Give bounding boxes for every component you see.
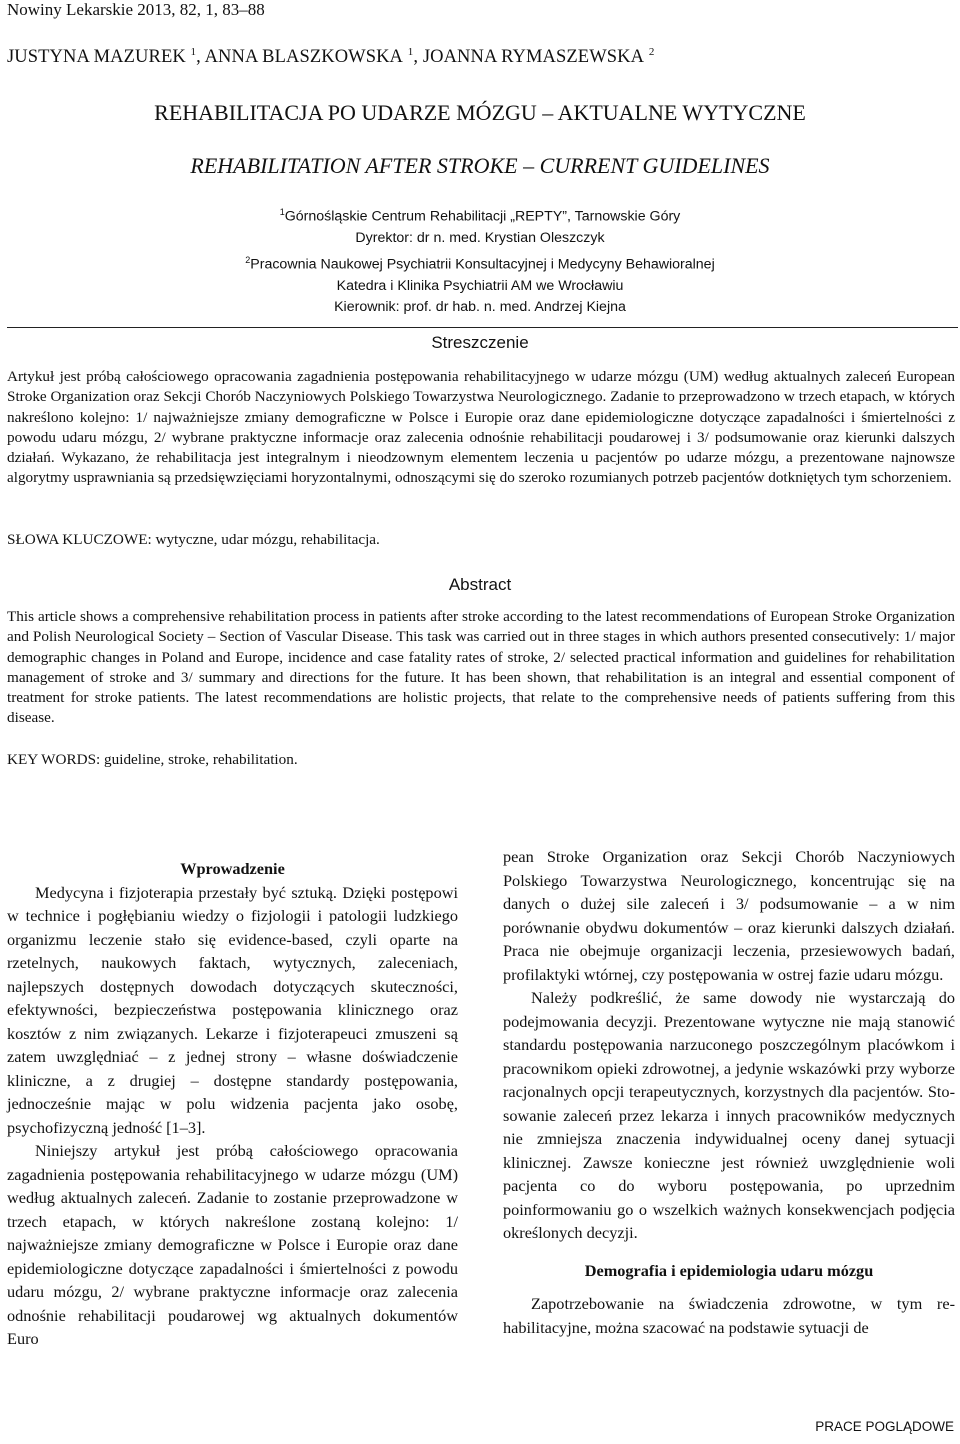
demografia-heading: Demografia i epidemiologia udaru mózgu: [584, 1260, 874, 1280]
affiliations: [0, 202, 960, 319]
right-column: [503, 845, 955, 1339]
affiliation-1: [0, 202, 960, 228]
streszczenie-text: Artykuł jest próbą całościowego opracowania zagadnienia postępowania rehabilitacyjnego w udarze mózgu (UM) według aktualnych zaleceń European Stroke Organization oraz Sekcji Chorób Naczyniowych Polskiego Towarzystwa Neurologicznego. Zadanie to przeprowadzono w trzech etapach, w których nakreślono kolejno: 1/ najważniejsze zmiany demograficzne w Polsce i Europie oraz dane epidemiologiczne dotyczące zapadalności i śmiertelności z powodu udaru mózgu, 2/ wybrane praktyczne informacje oraz zalecenia odnośnie rehabilitacji poudarowej i 3/ podsumowanie oraz kierunki dalszych działań. Wykazano, że rehabilitacja jest integralnym i nieodzownym elementem leczenia u pacjentów po udarze mózgu, a prezentowane najnowsze algorytmy usprawniania są przedsięwzięciami horyzontalnymi, odnoszącymi się do szeroko rozumianych potrzeb pacjentów dotkniętych tym schorzeniem.: [7, 368, 955, 487]
right-paragraph-1: pean Stroke Organization oraz Sekcji Chorób Naczyniowych Polskiego Towarzystwa Neurologicznego, koncentrując się na danych o dużej sile zaleceń i 3/ podsumowanie – a w nim porównanie obydwu dokumentów – oraz kierunki dalszych działań. Praca nie obejmuje organizacji leczenia, przesiewowych badań, profilaktyki wtórnej, czy postępowania w ostrej fazie udaru mózgu.: [503, 847, 955, 984]
affiliation-marker: 2: [648, 46, 655, 58]
right-paragraph-3: Zapotrzebowanie na świadczenia zdrowotne, w tym rehabilitacyjne, można szacować na podstawie sytuacji de: [503, 1294, 955, 1337]
horizontal-divider: [7, 327, 958, 328]
author-name: JOANNA RYMASZEWSKA: [422, 47, 645, 68]
abstract-text: This article shows a comprehensive rehabilitation process in patients after stroke according to the latest recommendations of European Stroke Organization and Polish Neurological Society – Section of Vascular Disease. This task was carried out in three stages in which authors presented consecutively: 1/ major demographic changes in Poland and Europe, incidence and case fatality rates of stroke, 2/ selected practical information and guidelines for rehabilitation management of stroke and 3/ summary and directions for the future. It has been shown, that rehabilitation is an integral and essential component of treatment for stroke patients. The latest recommendations are holistic projects, that relate to the comprehensive needs of patients suffering from this disease.: [7, 608, 955, 727]
affiliation-marker: 2: [245, 254, 251, 265]
intro-paragraph-1: Medycyna i fizjoterapia przestały być sztuką. Dzięki postępowi w technice i pogłębianiu wiedzy o fizjologii i patologii ludzkiego organizmu leczenie stało się evidence-based, czyli oparte na rzetelnych, naukowych faktach, wytycznych, zaleceniach, najlepszych dostępnych dowodach dotyczących skuteczności, efektywności, bezpieczeństwa postępowania klinicznego oraz kosztów z nim związanych. Lekarze i fizjoterapeuci zmuszeni są zatem uwzględniać – z jednej strony – własne doświadczenie kliniczne, a z drugiej – dostępne standardy postępowania, jednocześnie mając w polu widzenia pacjenta jako osobę, psychofizyczną jedność [1–3].: [7, 882, 458, 1137]
streszczenie-heading: Streszczenie: [431, 333, 529, 352]
author-name: JUSTYNA MAZUREK: [7, 47, 186, 68]
author-name: ANNA BLASZKOWSKA: [204, 47, 404, 68]
journal-reference: Nowiny Lekarskie 2013, 82, 1, 83–88: [7, 0, 265, 19]
affiliation-marker: 1: [407, 46, 414, 58]
key-words: KEY WORDS: guideline, stroke, rehabilitation.: [7, 751, 298, 768]
slowa-kluczowe: SŁOWA KLUCZOWE: wytyczne, udar mózgu, rehabilitacja.: [7, 531, 380, 548]
affiliation-2-name: Pracownia Naukowej Psychiatrii Konsultacyjnej i Medycyny Behawioralnej: [250, 256, 715, 273]
intro-paragraph-2: Niniejszy artykuł jest próbą całościowego opracowania zagadnienia postępowania rehabilitacyjnego w udarze mózgu (UM) według aktualnych zaleceń. Zadanie to zostanie przeprowadzone w trzech etapach, w których nakreślone zostaną kolejno: 1/ najważniejsze zmiany demograficzne w Polsce i Europie oraz dane epidemiologiczne dotyczące zapadalności i śmiertelności z powodu udaru mózgu, 2/ wybrane praktyczne informacje oraz zalecenia odnośnie rehabilitacji poudarowej wg aktualnych dokumentów Euro: [7, 1141, 458, 1348]
abstract-heading: Abstract: [448, 575, 512, 594]
affiliation-marker: 1: [190, 46, 197, 58]
section-footer: PRACE POGLĄDOWE: [815, 1419, 954, 1434]
affiliation-2-department: Katedra i Klinika Psychiatrii AM we Wrocławiu: [336, 277, 624, 294]
right-paragraph-2: Należy podkreślić, że same dowody nie wystarczają do podejmowania decyzji. Prezentowane wytyczne nie mają stanowić standardu postępowania narzuconego poszczególnym placówkom i pracownikom opieki zdrowotnej, a jedynie wskazówki przy wyborze racjonalnych opcji terapeutycznych, korzystnych dla pacjentów. Stosowanie zaleceń przez lekarza i innych pracowników medycznych nie zmniejsza znaczenia indywidualnej oceny danej sytuacji klinicznej. Zawsze konieczne jest również uwzględnienie woli pacjenta co do wyboru postępowania, po uprzednim poinformowaniu go o wszelkich ważnych konsekwencjach podjęcia określonych decyzji.: [503, 988, 955, 1242]
left-column: [7, 857, 458, 1351]
affiliation-2: [0, 250, 960, 276]
author-list: JUSTYNA MAZUREK $^1$, ANNA BLASZKOWSKA $^1$, JOANNA RYMASZEWSKA $^2$: [7, 46, 655, 68]
intro-heading: Wprowadzenie: [180, 859, 285, 878]
affiliation-marker: 1: [279, 207, 285, 217]
affiliation-2-head: Kierownik: prof. dr hab. n. med. Andrzej Kiejna: [334, 299, 626, 316]
affiliation-1-director: Dyrektor: dr n. med. Krystian Oleszczyk: [355, 230, 605, 247]
title-polish: REHABILITACJA PO UDARZE MÓZGU – AKTUALNE WYTYCZNE: [154, 100, 806, 125]
title-english: REHABILITATION AFTER STROKE – CURRENT GUIDELINES: [190, 153, 770, 178]
affiliation-1-name: Górnośląskie Centrum Rehabilitacji „REPTY”, Tarnowskie Góry: [284, 208, 681, 225]
